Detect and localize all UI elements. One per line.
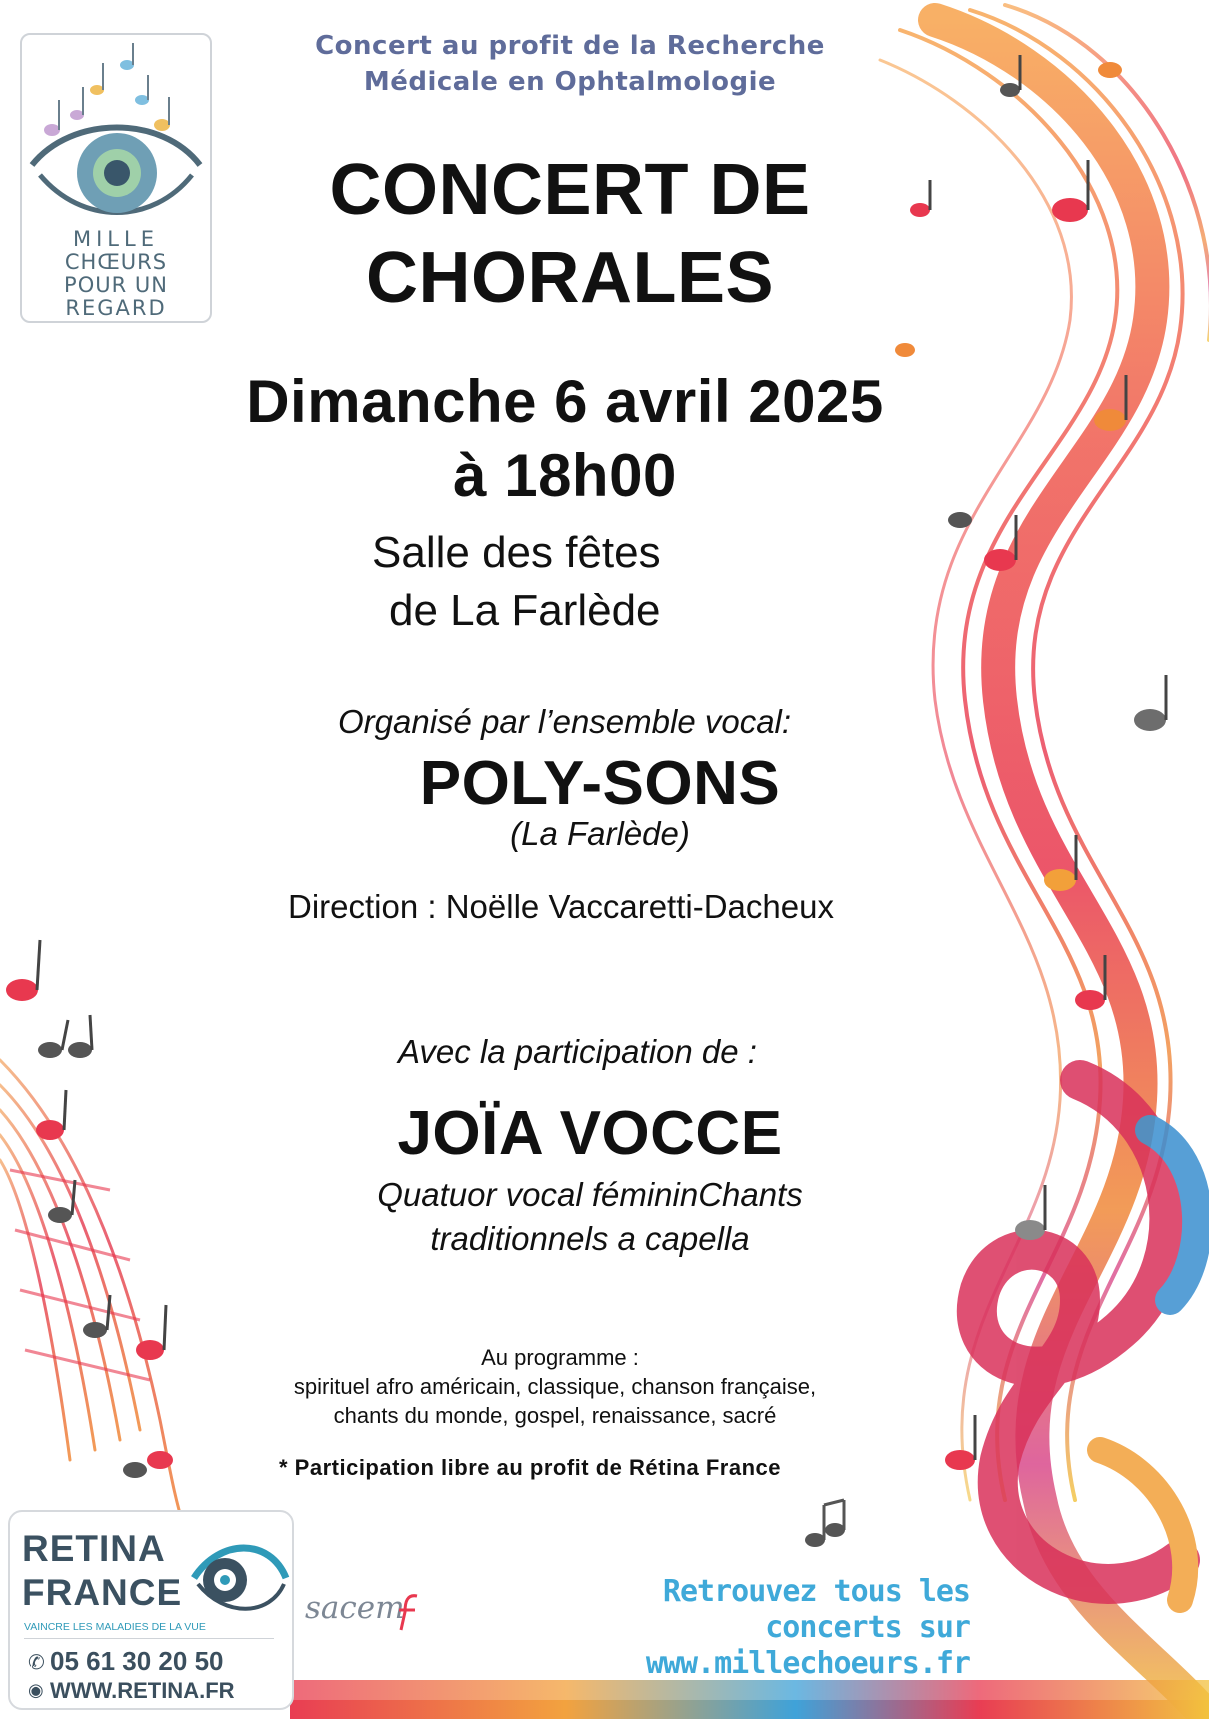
organizer-name: POLY-SONS [419,749,781,818]
logo-text-mille: MILLE [73,227,159,251]
programme-line-1: spirituel afro américain, classique, chanson française, [293,1374,817,1399]
globe-icon: ◉ [28,1680,44,1700]
date-line: Dimanche 6 avril 2025 [246,368,884,435]
eye-icon [190,1538,290,1618]
logo-text-regard: REGARD [65,296,167,320]
venue [372,524,661,640]
page-title [240,146,900,322]
title-line-2: CHORALES [365,238,774,318]
footer-line-1: Retrouvez tous les concerts sur [662,1574,970,1645]
header-line-2: Médicale en Ophtalmologie [363,67,777,97]
retina-france-logo [8,1510,294,1710]
event-date [180,365,950,513]
guest-desc-line-2: traditionnels a capella [430,1220,750,1257]
programme-line-2: chants du monde, gospel, renaissance, sacré [333,1403,777,1428]
guest-desc-line-1: Quatuor vocal fémininChants [377,1176,803,1213]
guest-name: JOÏA VOCCE [397,1099,783,1168]
programme-label: Au programme : [481,1345,639,1370]
venue-line-2: de La Farlède [389,586,661,635]
phone-icon: ✆ [28,1652,45,1674]
footer-website-link[interactable]: www.millechoeurs.fr [645,1646,970,1681]
guest-intro: Avec la participation de : [398,1033,757,1070]
retina-website: WWW.RETINA.FR [50,1678,235,1703]
logo-text-choeurs: CHŒURS [64,250,168,274]
direction: Direction : Noëlle Vaccaretti-Dacheux [288,888,834,925]
organizer-place: (La Farlède) [510,815,690,852]
footer-concerts [540,1574,970,1682]
organizer-intro: Organisé par l’ensemble vocal: [338,703,792,740]
mille-choeurs-logo [20,33,212,323]
retina-word: RETINA [22,1528,166,1569]
guest-description [290,1173,890,1261]
retina-divider [24,1638,274,1639]
france-word: FRANCE [22,1572,183,1613]
title-line-1: CONCERT DE [329,150,811,230]
participation-note: * Participation libre au profit de Rétina France [279,1455,781,1480]
venue-line-1: Salle des fêtes [372,528,661,577]
retina-tagline: VAINCRE LES MALADIES DE LA VUE [24,1621,206,1633]
programme [230,1343,880,1430]
header-line-1: Concert au profit de la Recherche [315,31,825,61]
sacem-logo: sacem [305,1590,405,1626]
time-line: à 18h00 [453,442,677,509]
sacem-f-mark-icon [395,1592,421,1632]
logo-text-pour-un: POUR UN [64,273,168,297]
header-subtitle [300,28,840,100]
retina-phone: 05 61 30 20 50 [50,1646,224,1676]
